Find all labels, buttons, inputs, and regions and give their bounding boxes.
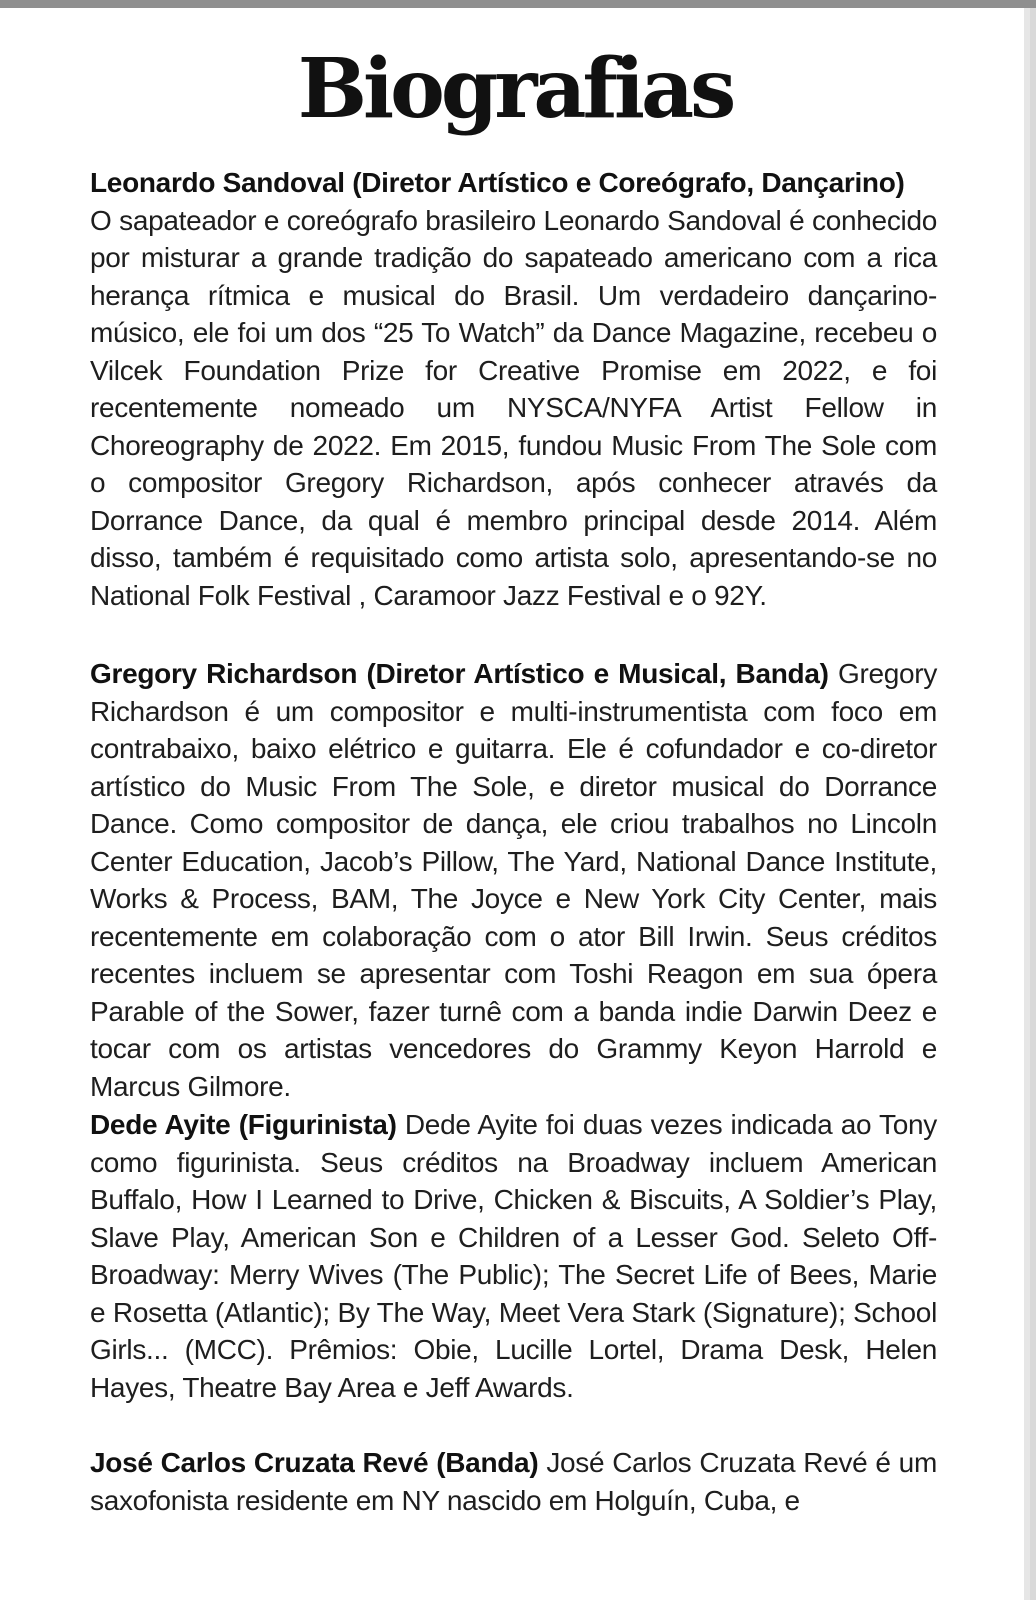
bio-gregory-richardson	[90, 655, 937, 1105]
bio-heading: Gregory Richardson (Diretor Artístico e Musical, Banda)	[90, 658, 829, 689]
bio-text: Gregory Richardson é um compositor e multi-instrumentista com foco em contrabaixo, baixo elétrico e guitarra. Ele é cofundador e co-diretor artístico do Music From The Sole, e diretor musical do Dorrance Dance. Como compositor de dança, ele criou trabalhos no Lincoln Center Education, Jacob’s Pillow, The Yard, National Dance Institute, Works & Process, BAM, The Joyce e New York City Center, mais recentemente em colaboração com o ator Bill Irwin. Seus créditos recentes incluem se apresentar com Toshi Reagon em sua ópera Parable of the Sower, fazer turnê com a banda indie Darwin Deez e tocar com os artistas vencedores do Grammy Keyon Harrold e Marcus Gilmore.	[90, 658, 938, 1102]
bio-heading: Leonardo Sandoval (Diretor Artístico e Coreógrafo, Dançarino)	[90, 167, 905, 198]
top-edge-shadow	[0, 0, 1036, 8]
bio-heading: Dede Ayite (Figurinista)	[90, 1109, 397, 1140]
bio-text: José Carlos Cruzata Revé é um saxofonista residente em NY nascido em Holguín, Cuba, e	[90, 1447, 937, 1516]
bio-leonardo-sandoval	[90, 164, 937, 614]
bio-text: Dede Ayite foi duas vezes indicada ao Tony como figurinista. Seus créditos na Broadway incluem American Buffalo, How I Learned to Drive, Chicken & Biscuits, A Soldier’s Play, Slave Play, American Son e Children of a Lesser God. Seleto Off-Broadway: Merry Wives (The Public); The Secret Life of Bees, Marie e Rosetta (Atlantic); By The Way, Meet Vera Stark (Signature); School Girls... (MCC). Prêmios: Obie, Lucille Lortel, Drama Desk, Helen Hayes, Theatre Bay Area e Jeff Awards.	[90, 1109, 937, 1403]
bio-dede-ayite	[90, 1106, 937, 1406]
page-title: Biografias	[297, 41, 733, 137]
document-page	[0, 8, 1030, 1600]
bio-heading: José Carlos Cruzata Revé (Banda)	[90, 1447, 539, 1478]
bio-text: O sapateador e coreógrafo brasileiro Leonardo Sandoval é conhecido por misturar a grande tradição do sapateado americano com a rica herança rítmica e musical do Brasil. Um verdadeiro dançarino-músico, ele foi um dos “25 To Watch” da Dance Magazine, recebeu o Vilcek Foundation Prize for Creative Promise em 2022, e foi recentemente nomeado um NYSCA/NYFA Artist Fellow in Choreography de 2022. Em 2015, fundou Music From The Sole com o compositor Gregory Richardson, após conhecer através da Dorrance Dance, da qual é membro principal desde 2014. Além disso, também é requisitado como artista solo, apresentando-se no National Folk Festival , Caramoor Jazz Festival e o 92Y.	[90, 204, 937, 611]
bio-jose-carlos-cruzata-reve	[90, 1444, 937, 1519]
